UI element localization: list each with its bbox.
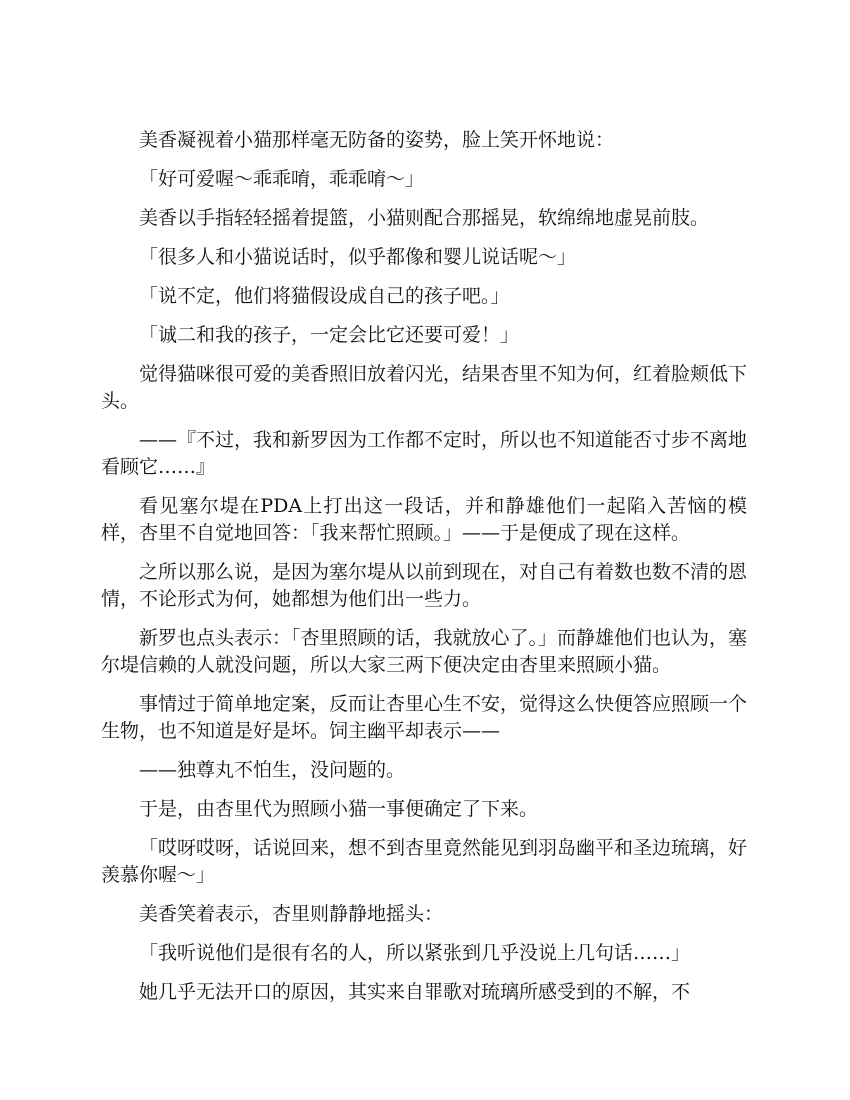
paragraph: 她几乎无法开口的原因，其实来自罪歌对琉璃所感受到的不解，不 [139, 981, 691, 1003]
paragraph: 「说不定，他们将猫假设成自己的孩子吧。」 [139, 285, 510, 307]
paragraph: 「我听说他们是很有名的人，所以紧张到几乎没说上几句话……」 [139, 942, 691, 964]
paragraph: 美香笑着表示，杏里则静静地摇头： [139, 903, 444, 925]
paragraph: ——『不过，我和新罗因为工作都不定时，所以也不知道能否寸步不离地看顾它……』 [101, 429, 748, 478]
paragraph: 于是，由杏里代为照顾小猫一事便确定了下来。 [139, 798, 539, 820]
paragraph: 「哎呀哎呀，话说回来，想不到杏里竟然能见到羽岛幽平和圣边琉璃，好羡慕你喔～」 [101, 837, 748, 886]
paragraph: 事情过于简单地定案，反而让杏里心生不安，觉得这么快便答应照顾一个生物，也不知道是好是坏。饲主幽平却表示—— [101, 693, 748, 742]
paragraph: 美香以手指轻轻摇着提篮，小猫则配合那摇晃，软绵绵地虚晃前肢。 [139, 207, 710, 229]
paragraph: 看见塞尔堤在PDA上打出这一段话，并和静雄他们一起陷入苦恼的模样，杏里不自觉地回答：「我来帮忙照顾。」——于是便成了现在这样。 [101, 495, 747, 544]
document-body [101, 127, 747, 1018]
paragraph: 「诚二和我的孩子，一定会比它还要可爱！」 [139, 324, 520, 346]
paragraph: 觉得猫咪很可爱的美香照旧放着闪光，结果杏里不知为何，红着脸颊低下头。 [101, 363, 748, 412]
paragraph: 之所以那么说，是因为塞尔堤从以前到现在，对自己有着数也数不清的恩情，不论形式为何，她都想为他们出一些力。 [101, 561, 748, 610]
paragraph: 美香凝视着小猫那样毫无防备的姿势，脸上笑开怀地说： [139, 129, 615, 151]
paragraph: 「好可爱喔～乖乖唷，乖乖唷～」 [139, 168, 425, 190]
paragraph: 新罗也点头表示：「杏里照顾的话，我就放心了。」而静雄他们也认为，塞尔堤信赖的人就没问题，所以大家三两下便决定由杏里来照顾小猫。 [101, 627, 748, 676]
paragraph: 「很多人和小猫说话时，似乎都像和婴儿说话呢～」 [139, 246, 577, 268]
paragraph: ——独尊丸不怕生，没问题的。 [139, 759, 406, 781]
